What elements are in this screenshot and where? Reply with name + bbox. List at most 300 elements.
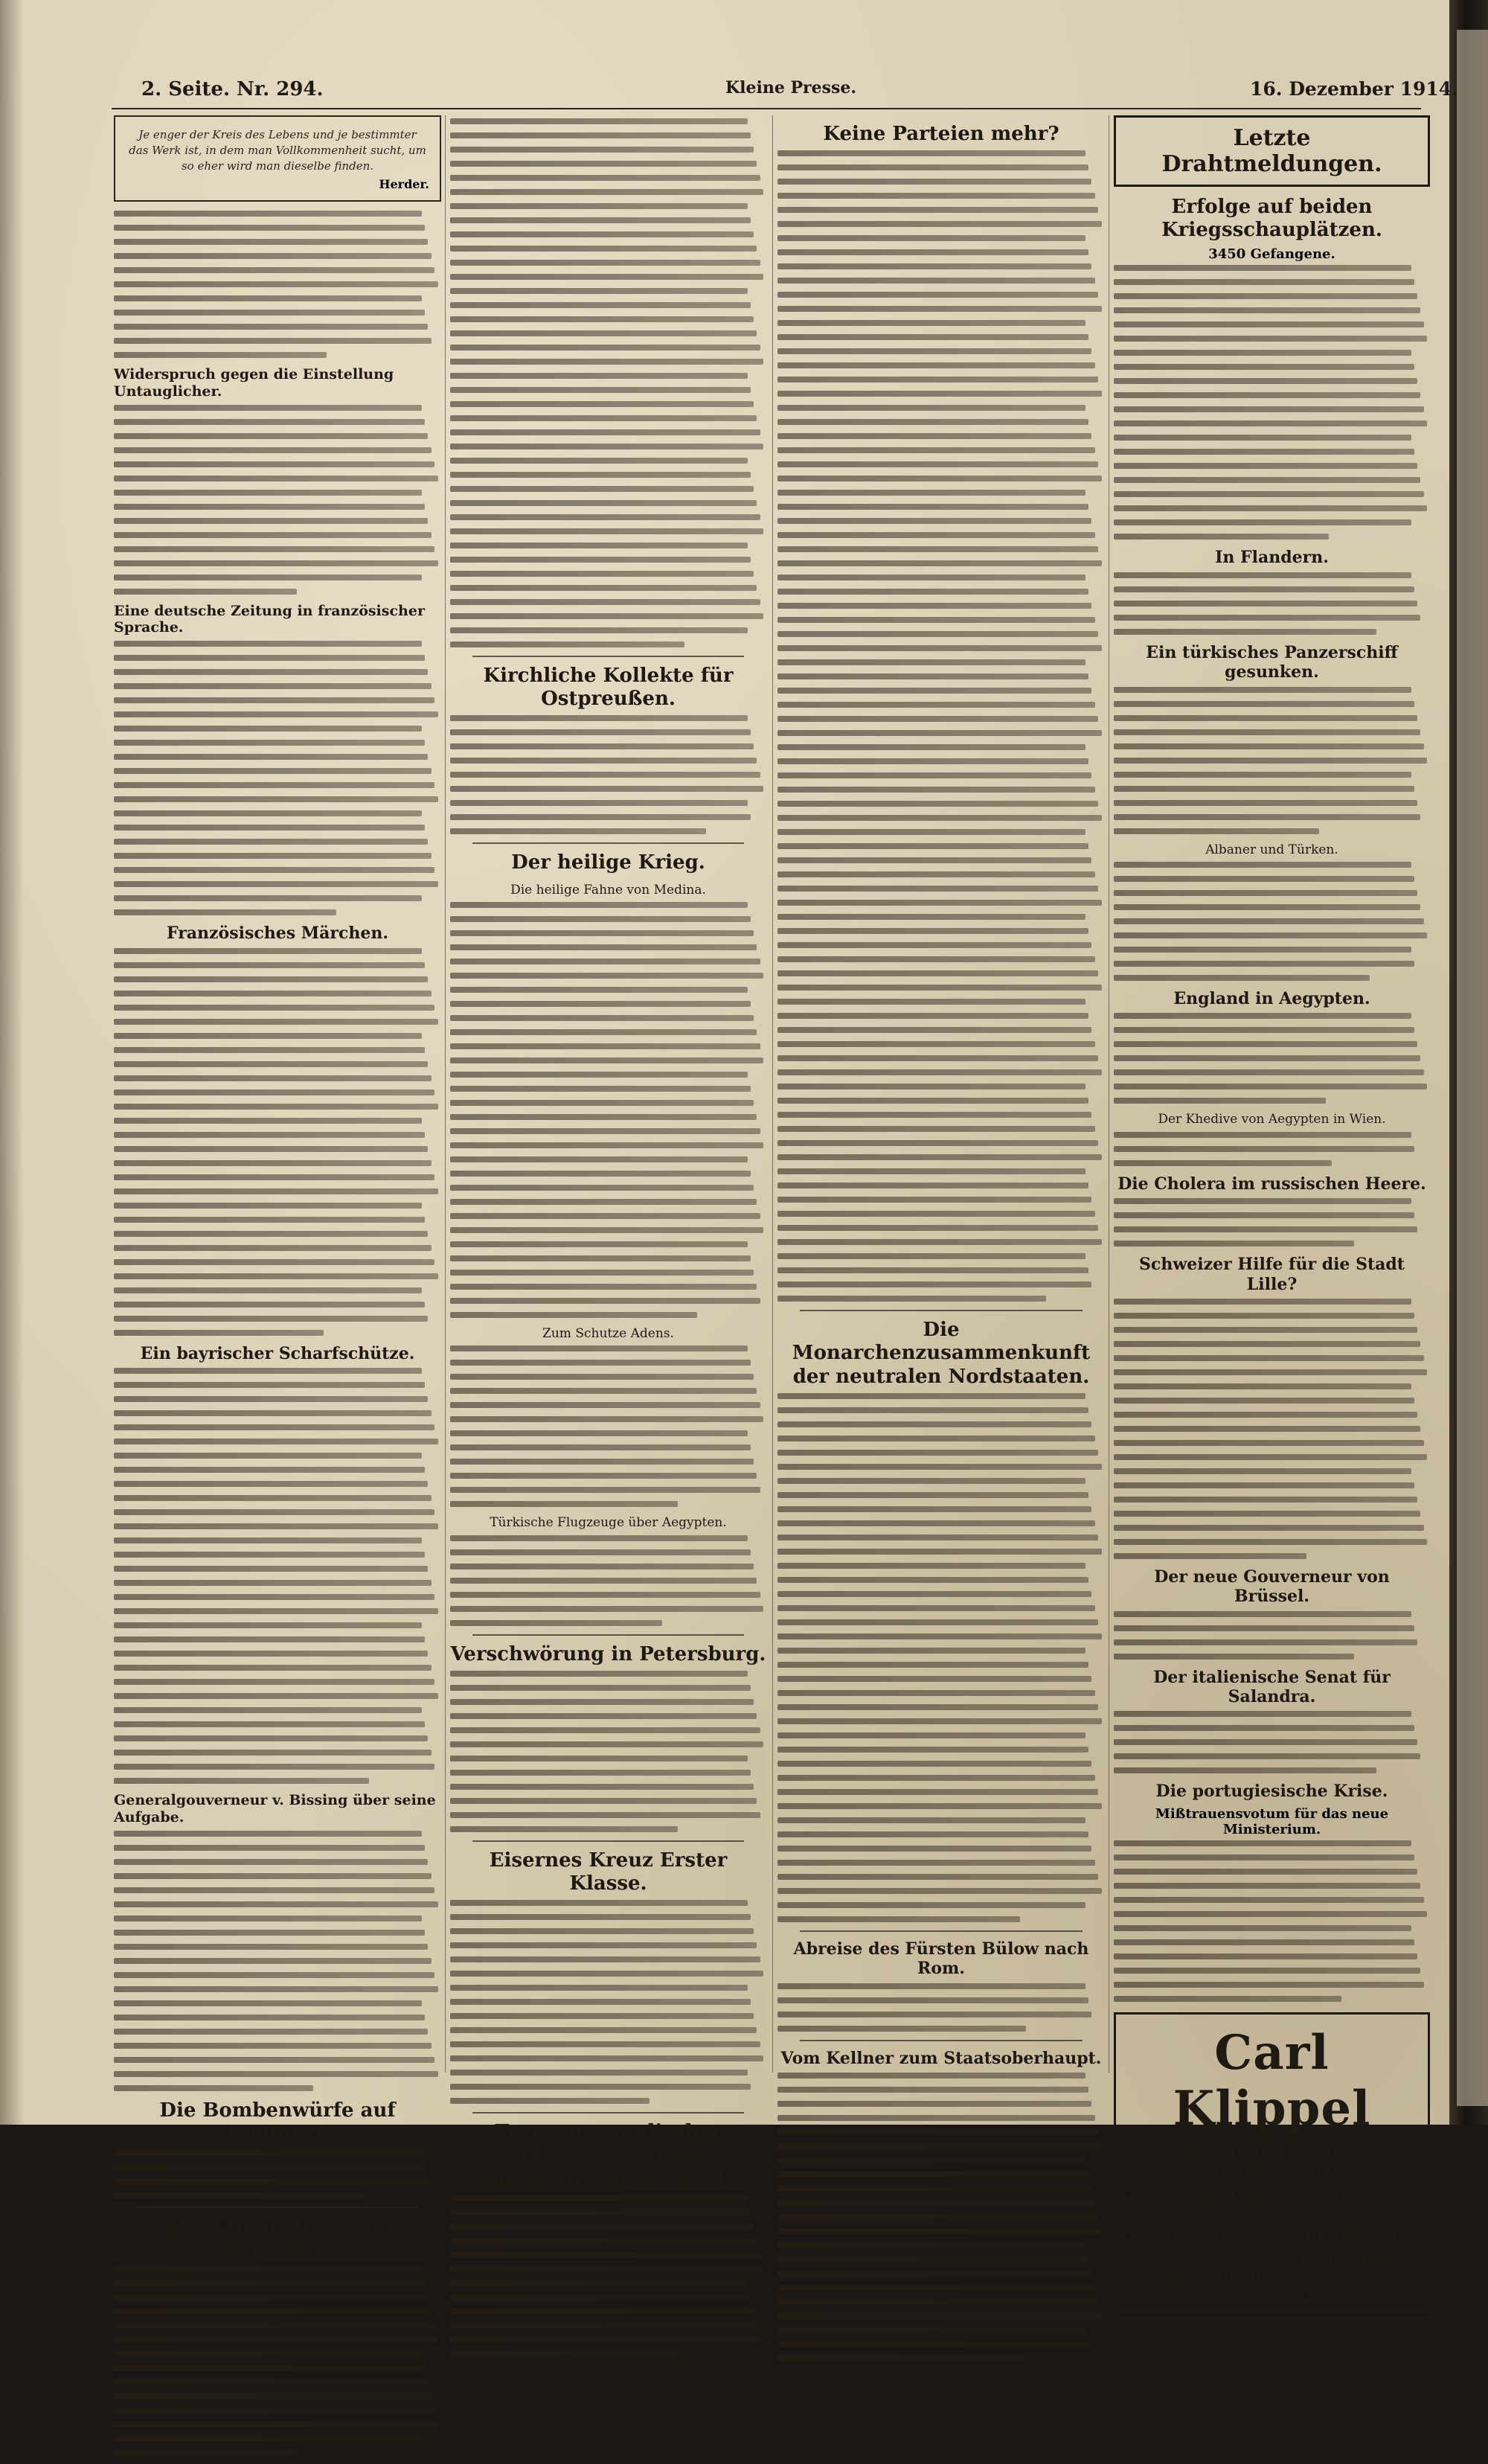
text-line — [114, 1061, 428, 1067]
text-line — [777, 1296, 1046, 1302]
text-line — [450, 1199, 757, 1205]
text-line — [777, 461, 1098, 467]
text-line — [450, 1741, 763, 1747]
text-line — [1114, 1711, 1411, 1717]
text-line — [450, 2027, 757, 2033]
text-line — [1114, 814, 1420, 820]
text-line — [114, 768, 432, 774]
text-line — [1114, 828, 1319, 834]
ad-row — [1128, 2226, 1416, 2244]
article-text — [1114, 572, 1430, 635]
article-text — [450, 1535, 766, 1626]
text-line — [114, 2436, 422, 2442]
text-line — [114, 1330, 324, 1336]
article-text — [114, 1368, 441, 1784]
text-line — [114, 310, 425, 316]
text-line — [114, 1368, 422, 1374]
text-line — [777, 702, 1095, 708]
page-number: 2. Seite. Nr. 294. — [141, 78, 324, 100]
text-line — [114, 433, 428, 439]
text-line — [450, 772, 760, 778]
text-line — [777, 405, 1085, 411]
article-subheading: Der Khedive von Aegypten in Wien. — [1158, 1112, 1386, 1127]
text-line — [1114, 1925, 1411, 1931]
text-line — [114, 1750, 432, 1756]
text-line — [1114, 687, 1411, 693]
text-line — [777, 1648, 1085, 1654]
text-line — [777, 1817, 1085, 1823]
text-line — [450, 217, 751, 223]
text-line — [450, 1549, 751, 1555]
quote-box — [114, 115, 441, 202]
text-line — [777, 2129, 1098, 2135]
text-line — [777, 758, 1088, 764]
text-line — [114, 1495, 432, 1501]
article-text — [777, 1983, 1105, 2032]
text-line — [450, 1213, 760, 1219]
article-text — [114, 1831, 441, 2091]
article-heading: Die Monarchenzusammenkunft der neutralen Nordstaaten. — [792, 1319, 1091, 1388]
text-line — [777, 688, 1091, 694]
text-line — [114, 1707, 422, 1713]
text-line — [777, 2172, 1088, 2177]
text-line — [777, 970, 1098, 976]
text-line — [114, 839, 428, 845]
quote-author: Herder. — [379, 177, 429, 191]
text-line — [777, 575, 1085, 580]
text-line — [450, 2351, 678, 2357]
text-line — [450, 1999, 751, 2005]
article-subheading: Zum Schutze Adens. — [542, 1325, 674, 1341]
text-line — [777, 2200, 1095, 2206]
text-line — [777, 1069, 1102, 1075]
text-line — [114, 1901, 438, 1907]
text-line — [1114, 1341, 1420, 1347]
text-line — [777, 744, 1085, 750]
text-line — [114, 267, 434, 273]
text-line — [1114, 1398, 1414, 1404]
article-subheading: Albaner und Türken. — [1205, 842, 1338, 857]
text-line — [777, 2299, 1098, 2305]
text-line — [1114, 629, 1376, 635]
text-line — [114, 1259, 434, 1265]
text-line — [450, 1459, 754, 1465]
text-line — [1114, 1855, 1414, 1860]
text-line — [114, 641, 422, 647]
text-line — [450, 1043, 760, 1049]
text-line — [777, 150, 1085, 156]
text-line — [777, 292, 1098, 298]
text-line — [114, 1636, 425, 1642]
text-line — [777, 2327, 1085, 2333]
column-4 — [1114, 115, 1430, 2312]
article-subheading: Mißtrauensvotum für das neue Ministerium. — [1155, 1805, 1389, 1837]
article-text — [114, 2150, 441, 2198]
article-text — [777, 2073, 1105, 2361]
text-line — [1114, 800, 1417, 806]
text-line — [450, 2041, 760, 2047]
text-line — [450, 2070, 748, 2076]
text-line — [114, 2150, 422, 2156]
text-line — [450, 1312, 697, 1318]
text-line — [114, 518, 428, 524]
text-line — [450, 1171, 751, 1177]
text-line — [777, 1492, 1088, 1498]
text-line — [450, 118, 748, 124]
text-line — [777, 532, 1095, 538]
text-line — [777, 1281, 1091, 1287]
article-text — [1114, 1711, 1430, 1773]
article-text — [777, 150, 1105, 1302]
quote-line: das Werk ist, in dem man Vollkommenheit sucht, um — [129, 144, 426, 157]
text-line — [1114, 772, 1411, 778]
text-line — [1114, 1911, 1427, 1917]
separator — [136, 2207, 419, 2208]
text-line — [114, 589, 297, 595]
article-heading: Keine Parteien mehr? — [823, 123, 1059, 145]
text-line — [114, 1075, 432, 1081]
article-text — [114, 211, 441, 358]
text-line — [1114, 947, 1411, 953]
text-line — [777, 1874, 1098, 1880]
text-line — [777, 2341, 1088, 2347]
ad-item: Briefpapiere — [1128, 2225, 1238, 2244]
text-line — [450, 1699, 754, 1705]
text-line — [450, 274, 763, 280]
column-3 — [777, 115, 1105, 2369]
text-line — [777, 2285, 1095, 2291]
text-line — [114, 225, 425, 231]
article-heading: Erfolge auf beiden Kriegsschauplätzen. — [1161, 196, 1382, 242]
text-line — [777, 2073, 1085, 2079]
text-line — [777, 1478, 1085, 1484]
article-text — [450, 2195, 766, 2357]
text-line — [1114, 1553, 1306, 1559]
text-line — [114, 447, 432, 453]
text-line — [114, 281, 438, 287]
text-line — [114, 853, 432, 859]
text-line — [1114, 1132, 1411, 1138]
text-line — [1114, 307, 1420, 313]
text-line — [1114, 293, 1417, 299]
article-heading: Kirchliche Kollekte für Ostpreußen. — [483, 665, 734, 711]
text-line — [777, 306, 1102, 312]
text-line — [450, 1298, 760, 1304]
text-line — [1114, 1198, 1411, 1204]
text-line — [777, 1563, 1085, 1569]
text-line — [777, 942, 1091, 948]
text-line — [1114, 1098, 1326, 1104]
article-text — [1114, 1013, 1430, 1104]
text-line — [777, 476, 1102, 481]
article-text — [114, 948, 441, 1336]
text-line — [1114, 1369, 1427, 1375]
text-line — [777, 2186, 1091, 2192]
text-line — [777, 1902, 1085, 1908]
text-line — [114, 697, 434, 703]
article-text — [1114, 265, 1430, 540]
text-line — [114, 1665, 432, 1671]
text-line — [450, 1812, 760, 1818]
article-heading: Der neue Gouverneur von Brüssel. — [1154, 1567, 1390, 1607]
text-line — [1114, 279, 1414, 285]
text-line — [450, 1388, 757, 1394]
text-line — [450, 1798, 757, 1804]
article-heading: Vom Musketier zum Leutnant. — [169, 2215, 386, 2262]
text-line — [450, 2209, 751, 2215]
text-line — [114, 962, 425, 968]
text-line — [1114, 975, 1370, 981]
text-line — [114, 476, 438, 481]
text-line — [1114, 1226, 1417, 1232]
text-line — [777, 1253, 1085, 1259]
text-line — [777, 1436, 1095, 1441]
text-line — [777, 1605, 1095, 1611]
text-line — [114, 1439, 438, 1444]
text-line — [777, 1013, 1088, 1019]
text-line — [1114, 1313, 1414, 1319]
text-line — [1114, 1753, 1420, 1759]
text-line — [777, 193, 1095, 199]
text-line — [777, 1690, 1095, 1696]
text-line — [114, 1537, 422, 1543]
text-line — [777, 2313, 1102, 2319]
text-line — [777, 334, 1088, 340]
text-line — [777, 1831, 1088, 1837]
text-line — [1114, 932, 1427, 938]
text-line — [114, 1523, 438, 1529]
text-line — [1114, 1511, 1420, 1517]
text-line — [777, 235, 1085, 241]
text-line — [450, 2337, 760, 2343]
text-line — [114, 1047, 425, 1053]
text-line — [450, 1416, 763, 1422]
text-line — [777, 843, 1088, 849]
text-line — [777, 2271, 1091, 2276]
text-line — [777, 1916, 1020, 1922]
text-line — [450, 729, 751, 735]
article-text — [114, 2266, 441, 2456]
text-line — [114, 1859, 428, 1865]
text-line — [777, 617, 1095, 623]
text-line — [777, 1549, 1102, 1555]
text-line — [450, 1345, 748, 1351]
text-line — [114, 2015, 425, 2020]
text-line — [1114, 1767, 1376, 1773]
text-line — [114, 1132, 425, 1138]
text-line — [777, 320, 1085, 326]
text-line — [1114, 615, 1420, 621]
quote-line: Je enger der Kreis des Lebens und je bestimmter — [138, 128, 417, 141]
text-line — [1114, 378, 1417, 384]
text-line — [1114, 918, 1424, 924]
text-line — [777, 1041, 1095, 1047]
text-line — [114, 2393, 432, 2399]
text-line — [450, 743, 754, 749]
text-line — [777, 1747, 1088, 1753]
text-line — [114, 2294, 428, 2300]
text-line — [114, 1594, 434, 1600]
text-line — [1114, 876, 1414, 882]
text-line — [1114, 1212, 1414, 1218]
text-line — [114, 1679, 434, 1685]
text-line — [1114, 715, 1417, 721]
text-line — [1114, 1897, 1424, 1903]
text-line — [450, 2013, 754, 2019]
text-line — [1114, 463, 1417, 469]
text-line — [777, 518, 1091, 524]
text-line — [1114, 1055, 1420, 1061]
text-line — [777, 1027, 1091, 1033]
text-line — [450, 1029, 757, 1035]
text-line — [450, 161, 757, 167]
ad-row — [1128, 2247, 1416, 2285]
text-line — [450, 1564, 754, 1569]
text-line — [777, 1506, 1091, 1512]
text-line — [114, 2057, 434, 2063]
text-line — [777, 1183, 1088, 1188]
text-line — [114, 1033, 422, 1039]
text-line — [1114, 1355, 1424, 1361]
text-line — [114, 560, 438, 566]
text-line — [1114, 1953, 1417, 1959]
text-line — [114, 2351, 422, 2357]
text-line — [450, 1086, 751, 1092]
text-line — [114, 1104, 438, 1110]
separator — [472, 842, 744, 844]
text-line — [114, 1622, 422, 1628]
text-line — [1114, 572, 1411, 578]
separator — [472, 2112, 744, 2113]
text-line — [1114, 336, 1427, 342]
text-line — [114, 655, 425, 661]
text-line — [450, 2323, 757, 2329]
text-line — [1114, 904, 1420, 910]
text-line — [114, 1231, 428, 1237]
text-line — [450, 2238, 757, 2244]
text-line — [450, 458, 748, 464]
text-line — [777, 928, 1088, 934]
text-line — [450, 1928, 754, 1934]
text-line — [450, 444, 763, 449]
text-line — [450, 1402, 760, 1408]
text-line — [450, 814, 751, 820]
text-line — [777, 2242, 1085, 2248]
text-line — [1114, 265, 1411, 271]
text-line — [777, 1055, 1098, 1061]
text-line — [450, 1900, 748, 1906]
text-line — [114, 1316, 428, 1322]
text-line — [114, 1721, 425, 1727]
text-line — [450, 316, 754, 322]
text-line — [777, 772, 1091, 778]
text-line — [450, 1826, 678, 1832]
text-line — [1114, 534, 1329, 540]
text-line — [450, 189, 763, 195]
text-line — [114, 2379, 428, 2385]
text-line — [114, 1608, 438, 1614]
text-line — [450, 373, 748, 379]
text-line — [114, 669, 428, 675]
text-line — [777, 179, 1091, 185]
text-line — [777, 1168, 1085, 1174]
article-heading: Abreise des Fürsten Bülow nach Rom. — [793, 1939, 1089, 1979]
separator — [472, 656, 744, 657]
text-line — [1114, 1840, 1411, 1846]
text-line — [450, 260, 760, 266]
text-line — [1114, 862, 1411, 868]
text-line — [114, 2266, 422, 2272]
text-line — [114, 1986, 438, 1992]
text-line — [1114, 1982, 1424, 1988]
text-line — [1114, 364, 1414, 370]
ad-row — [1128, 2186, 1416, 2223]
text-line — [1114, 1299, 1411, 1305]
text-line — [777, 2026, 1026, 2032]
text-line — [1114, 1383, 1411, 1389]
text-line — [450, 2195, 748, 2201]
text-line — [114, 754, 428, 760]
text-line — [450, 1444, 751, 1450]
text-line — [114, 1930, 425, 1936]
text-line — [450, 1057, 763, 1063]
advertisement-carl-klippel — [1114, 2012, 1430, 2312]
newspaper-title: Kleine Presse. — [725, 78, 857, 97]
text-line — [777, 1154, 1102, 1160]
text-line — [450, 828, 706, 834]
text-line — [777, 1888, 1102, 1894]
text-line — [450, 641, 684, 647]
text-line — [1114, 1739, 1417, 1745]
text-line — [114, 575, 422, 580]
text-line — [777, 1464, 1102, 1470]
text-line — [450, 1270, 754, 1276]
text-line — [1114, 1539, 1427, 1545]
text-line — [450, 1592, 760, 1598]
separator — [800, 1930, 1083, 1932]
text-line — [114, 1873, 432, 1879]
text-line — [450, 1284, 757, 1290]
text-line — [777, 1450, 1098, 1456]
text-line — [450, 902, 748, 908]
text-line — [777, 886, 1098, 892]
text-line — [777, 362, 1095, 368]
text-line — [450, 2280, 748, 2286]
text-line — [114, 1118, 422, 1124]
article-heading: Ein türkisches Panzerschiff gesunken. — [1146, 642, 1398, 682]
text-line — [450, 2084, 751, 2090]
text-line — [450, 1015, 754, 1021]
text-line — [777, 1718, 1102, 1724]
text-line — [114, 825, 425, 831]
text-line — [777, 1535, 1098, 1540]
text-line — [450, 1255, 751, 1261]
article-text — [1114, 1840, 1430, 2002]
text-line — [114, 1481, 428, 1487]
text-line — [777, 1983, 1085, 1989]
text-line — [1114, 701, 1414, 707]
text-line — [777, 1197, 1091, 1203]
text-line — [450, 1142, 763, 1148]
text-line — [114, 2043, 432, 2049]
text-line — [777, 2157, 1085, 2163]
text-line — [777, 2355, 1023, 2361]
text-line — [1114, 1939, 1414, 1945]
text-line — [450, 401, 754, 407]
text-line — [1114, 1497, 1417, 1503]
article-subheading: 3450 Gefangene. — [1208, 246, 1335, 263]
text-line — [450, 528, 763, 534]
